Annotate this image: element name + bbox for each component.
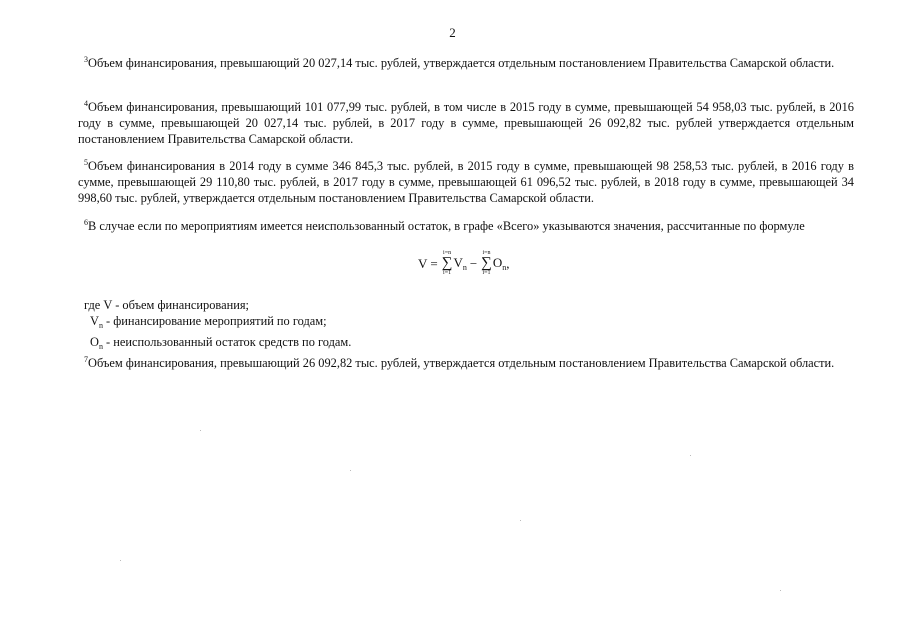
sum-lower-limit: i=1	[482, 270, 491, 276]
footnote-3	[78, 55, 854, 71]
formula-lhs: V	[418, 255, 428, 271]
footnote-mark: 5	[84, 158, 88, 167]
footnote-text: В случае если по мероприятиям имеется неиспользованный остаток, в графе «Всего» указываются значения, рассчитанные по формуле	[88, 219, 805, 233]
legend-text: - финансирование мероприятий по годам;	[102, 314, 327, 328]
scan-speck	[200, 430, 201, 431]
formula-legend	[84, 297, 351, 355]
sigma-symbol: ∑	[441, 255, 453, 271]
footnote-mark: 7	[84, 355, 88, 364]
legend-text: - неиспользованный остаток средств по годам.	[102, 335, 352, 349]
formula-sum-2	[481, 250, 492, 277]
scan-speck	[350, 470, 351, 471]
footnote-6	[78, 218, 854, 234]
sigma-symbol: ∑	[481, 255, 492, 271]
footnote-mark: 3	[84, 55, 88, 64]
term-2-symbol: O	[492, 255, 503, 270]
sum-lower-limit: i=1	[443, 270, 452, 276]
footnote-mark: 6	[84, 218, 88, 227]
legend-subscript: n	[98, 321, 103, 330]
formula-minus: −	[469, 255, 478, 271]
footnote-text: Объем финансирования, превышающий 20 027,14 тыс. рублей, утверждается отдельным постановлением Правительства Самарской области.	[88, 56, 835, 70]
formula-term-1	[453, 255, 466, 272]
financing-formula	[418, 250, 510, 277]
footnote-4	[78, 99, 854, 147]
term-2-subscript: n	[502, 263, 507, 272]
legend-line-vn	[84, 313, 351, 334]
scan-speck	[780, 590, 781, 591]
page-number: 2	[449, 25, 456, 40]
term-1-subscript: n	[462, 263, 467, 272]
formula-term-2	[493, 255, 506, 272]
footnote-5	[78, 158, 854, 206]
formula-equals: =	[430, 255, 438, 271]
footnote-text: Объем финансирования, превышающий 101 077,99 тыс. рублей, в том числе в 2015 году в сумме, превышающей 54 958,03 тыс. рублей, в 2016 году в сумме, превышающей 20 027,14 тыс. рублей, в 2017 году в сумме, превышающей 26 092,82 тыс. рублей утверждается отдельным постановлением Правительства Самарской области.	[78, 100, 854, 146]
scan-speck	[120, 560, 121, 561]
footnote-text: Объем финансирования, превышающий 26 092,82 тыс. рублей, утверждается отдельным постановлением Правительства Самарской области.	[88, 356, 835, 370]
footnote-text: Объем финансирования в 2014 году в сумме 346 845,3 тыс. рублей, в 2015 году в сумме, превышающей 98 258,53 тыс. рублей, в 2016 году в сумме, превышающей 29 110,80 тыс. рублей, в 2017 году в сумме, превышающей 61 096,52 тыс. рублей, в 2018 году в сумме, превышающей 34 998,60 тыс. рублей, утверждается отдельным постановлением Правительства Самарской области.	[78, 159, 854, 205]
scan-speck	[690, 455, 691, 456]
formula-tail: ,	[506, 255, 510, 271]
legend-symbol: O	[90, 335, 99, 349]
sum-upper-limit: i=n	[482, 250, 491, 256]
term-1-symbol: V	[453, 255, 463, 270]
legend-symbol: V	[90, 314, 99, 328]
legend-subscript: n	[98, 342, 103, 351]
scan-speck	[520, 520, 521, 521]
footnote-mark: 4	[84, 99, 88, 108]
footnote-7	[78, 355, 854, 371]
sum-upper-limit: i=n	[443, 250, 452, 256]
legend-line-on	[84, 334, 351, 355]
formula-sum-1	[442, 250, 453, 277]
legend-line-v: где V - объем финансирования;	[84, 298, 249, 312]
